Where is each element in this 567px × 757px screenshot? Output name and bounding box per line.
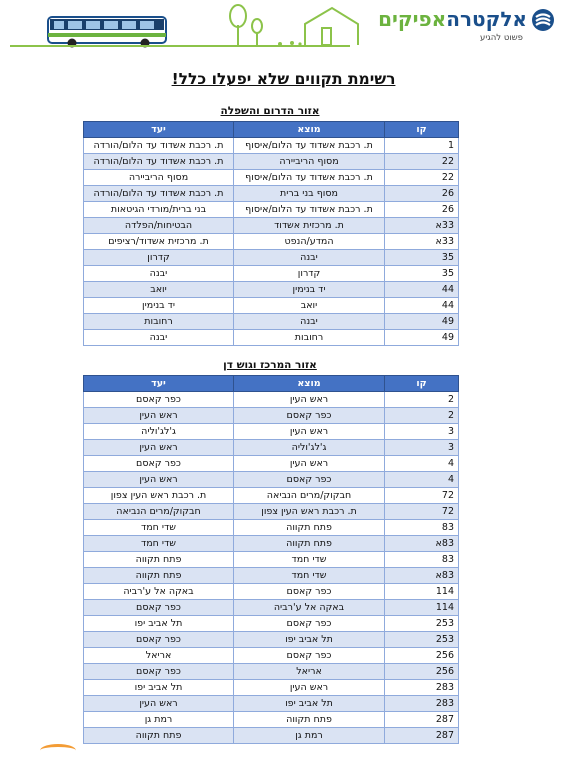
cell-line: 283 — [385, 696, 459, 712]
cell-to: כפר קאסם — [84, 600, 234, 616]
table-row — [84, 314, 459, 330]
table-row — [84, 440, 459, 456]
column-header-from: מוצא — [234, 376, 385, 392]
cell-to: קדרון — [84, 250, 234, 266]
cell-to: אריאל — [84, 648, 234, 664]
table-row — [84, 488, 459, 504]
cell-from: כפר קאסם — [234, 584, 385, 600]
cell-from: פתח תקווה — [234, 520, 385, 536]
table-row — [84, 552, 459, 568]
section-title-center: אזור המרכז וגוש דן — [223, 359, 317, 371]
table-header-row — [84, 122, 459, 138]
table-row — [84, 696, 459, 712]
page-title: רשימת תקווים שלא יפעלו כלל! — [171, 70, 396, 88]
table-row — [84, 712, 459, 728]
table-row — [84, 680, 459, 696]
bus-icon — [48, 17, 166, 48]
cell-line: 114 — [385, 584, 459, 600]
cell-line: 256 — [385, 648, 459, 664]
table-row — [84, 408, 459, 424]
cell-from: רמת גן — [234, 728, 385, 744]
cell-to: ראש העין — [84, 408, 234, 424]
cell-line: 44 — [385, 282, 459, 298]
brand-mark-icon — [531, 8, 555, 32]
cell-from: מסוף הריביירה — [234, 154, 385, 170]
cell-line: 3 — [385, 440, 459, 456]
cell-line: 83 — [385, 552, 459, 568]
column-header-line: קו — [385, 376, 459, 392]
cell-to: פתח תקווה — [84, 728, 234, 744]
cell-line: 72 — [385, 504, 459, 520]
cell-line: 4 — [385, 456, 459, 472]
cell-from: יואב — [234, 298, 385, 314]
cell-to: יואב — [84, 282, 234, 298]
table-row — [84, 728, 459, 744]
cell-line: 83א — [385, 536, 459, 552]
table-row — [84, 536, 459, 552]
cell-line: 114 — [385, 600, 459, 616]
table-row — [84, 202, 459, 218]
table-row — [84, 648, 459, 664]
cell-to: ת. מרכזית אשדוד/רציפים — [84, 234, 234, 250]
cell-to: חבקוק/מרים הנביאה — [84, 504, 234, 520]
cell-from: ת. רכבת אשדוד עד הלום/איסוף — [234, 138, 385, 154]
cell-line: 253 — [385, 616, 459, 632]
cell-from: יבנה — [234, 314, 385, 330]
cell-to: ג'לג'וליה — [84, 424, 234, 440]
cell-line: 35 — [385, 250, 459, 266]
cell-from: כפר קאסם — [234, 408, 385, 424]
cell-from: רחובות — [234, 330, 385, 346]
brand-name-part2: אפיקים — [378, 7, 447, 31]
brand-logo — [378, 8, 553, 43]
section-title-south: אזור הדרום והשפלה — [220, 105, 320, 117]
column-header-line: קו — [385, 122, 459, 138]
cell-from: ת. רכבת אשדוד עד הלום/איסוף — [234, 170, 385, 186]
cell-line: 253 — [385, 632, 459, 648]
column-header-from: מוצא — [234, 122, 385, 138]
cell-to: יבנה — [84, 266, 234, 282]
table-row — [84, 218, 459, 234]
cell-from: ראש העין — [234, 680, 385, 696]
cell-from: באקה אל ע'רביה — [234, 600, 385, 616]
cell-from: יבנה — [234, 250, 385, 266]
cell-line: 2 — [385, 408, 459, 424]
cell-line: 44 — [385, 298, 459, 314]
cell-to: רחובות — [84, 314, 234, 330]
cell-to: כפר קאסם — [84, 664, 234, 680]
table-row — [84, 266, 459, 282]
table-row — [84, 298, 459, 314]
cell-line: 49 — [385, 314, 459, 330]
house-icon — [305, 8, 358, 45]
header-illustration — [0, 0, 360, 60]
cell-to: כפר קאסם — [84, 456, 234, 472]
cell-line: 287 — [385, 712, 459, 728]
cell-line: 256 — [385, 664, 459, 680]
table-row — [84, 584, 459, 600]
cell-from: ראש העין — [234, 424, 385, 440]
table-row — [84, 472, 459, 488]
cell-line: 72 — [385, 488, 459, 504]
table-row — [84, 632, 459, 648]
cell-to: שדי חמד — [84, 520, 234, 536]
cell-to: הבטיחות/הפלדה — [84, 218, 234, 234]
cell-from: ראש העין — [234, 392, 385, 408]
cell-from: קדרון — [234, 266, 385, 282]
cell-line: 1 — [385, 138, 459, 154]
cell-line: 3 — [385, 424, 459, 440]
cell-line: 33א — [385, 234, 459, 250]
cell-to: ראש העין — [84, 696, 234, 712]
cell-to: רמת גן — [84, 712, 234, 728]
table-row — [84, 520, 459, 536]
table-row — [84, 186, 459, 202]
cell-from: מסוף בני ברית — [234, 186, 385, 202]
cell-from: כפר קאסם — [234, 648, 385, 664]
table-row — [84, 664, 459, 680]
table-row — [84, 170, 459, 186]
cell-line: 4 — [385, 472, 459, 488]
cell-line: 2 — [385, 392, 459, 408]
cell-to: ת. רכבת אשדוד עד הלום/הורדה — [84, 186, 234, 202]
cell-line: 22 — [385, 154, 459, 170]
cell-to: כפר קאסם — [84, 632, 234, 648]
cell-to: תל אביב יפו — [84, 616, 234, 632]
cell-from: ת. מרכזית אשדוד — [234, 218, 385, 234]
cell-from: שדי חמד — [234, 552, 385, 568]
cell-to: ת. רכבת אשדוד עד הלום/הורדה — [84, 138, 234, 154]
table-row — [84, 504, 459, 520]
cell-to: פתח תקווה — [84, 552, 234, 568]
table-row — [84, 154, 459, 170]
cell-from: כפר קאסם — [234, 616, 385, 632]
cell-to: בני ברית/מורדי הגיטאות — [84, 202, 234, 218]
cell-from: כפר קאסם — [234, 472, 385, 488]
cell-to: ת. רכבת אשדוד עד הלום/הורדה — [84, 154, 234, 170]
cell-from: ראש העין — [234, 456, 385, 472]
cell-line: 287 — [385, 728, 459, 744]
cell-from: תל אביב יפו — [234, 632, 385, 648]
table-row — [84, 138, 459, 154]
table-row — [84, 616, 459, 632]
cell-to: באקה אל ע'רביה — [84, 584, 234, 600]
cell-line: 83א — [385, 568, 459, 584]
brand-tagline: פשוט להגיע — [480, 33, 523, 43]
cell-line: 22 — [385, 170, 459, 186]
cell-from: אריאל — [234, 664, 385, 680]
tree-icon — [230, 5, 262, 45]
cell-line: 26 — [385, 186, 459, 202]
table-row — [84, 424, 459, 440]
table-header-row — [84, 376, 459, 392]
cell-line: 83 — [385, 520, 459, 536]
cell-line: 283 — [385, 680, 459, 696]
cell-from: תל אביב יפו — [234, 696, 385, 712]
cell-line: 33א — [385, 218, 459, 234]
table-row — [84, 392, 459, 408]
cell-to: שדי חמד — [84, 536, 234, 552]
cell-line: 49 — [385, 330, 459, 346]
cell-from: ת. רכבת אשדוד עד הלום/איסוף — [234, 202, 385, 218]
cell-to: ראש העין — [84, 472, 234, 488]
cell-to: כפר קאסם — [84, 392, 234, 408]
column-header-to: יעד — [84, 376, 234, 392]
page-header — [0, 0, 567, 60]
column-header-to: יעד — [84, 122, 234, 138]
ground-line — [10, 45, 350, 47]
cell-line: 35 — [385, 266, 459, 282]
cell-to: ת. רכבת ראש העין צפון — [84, 488, 234, 504]
cell-from: ת. רכבת ראש העין צפון — [234, 504, 385, 520]
brand-name — [378, 8, 553, 30]
cell-to: יד בנימין — [84, 298, 234, 314]
cell-from: חבקוק/מרים הנביאה — [234, 488, 385, 504]
cell-from: יד בנימין — [234, 282, 385, 298]
table-row — [84, 234, 459, 250]
table-row — [84, 330, 459, 346]
footer-accent — [40, 744, 76, 757]
cell-from: המדע/הנפט — [234, 234, 385, 250]
table-row — [84, 456, 459, 472]
table-row — [84, 568, 459, 584]
cell-to: יבנה — [84, 330, 234, 346]
cell-from: פתח תקווה — [234, 712, 385, 728]
cell-line: 26 — [385, 202, 459, 218]
cell-from: ג'לג'וליה — [234, 440, 385, 456]
cell-to: מסוף הריביירה — [84, 170, 234, 186]
table-row — [84, 282, 459, 298]
cell-from: פתח תקווה — [234, 536, 385, 552]
cell-to: ראש העין — [84, 440, 234, 456]
cell-to: פתח תקווה — [84, 568, 234, 584]
lines-table-center — [83, 375, 459, 744]
cell-from: שדי חמד — [234, 568, 385, 584]
lines-table-south — [83, 121, 459, 346]
table-row — [84, 250, 459, 266]
brand-name-part1: אלקטרה — [446, 7, 527, 31]
cell-to: תל אביב יפו — [84, 680, 234, 696]
table-row — [84, 600, 459, 616]
